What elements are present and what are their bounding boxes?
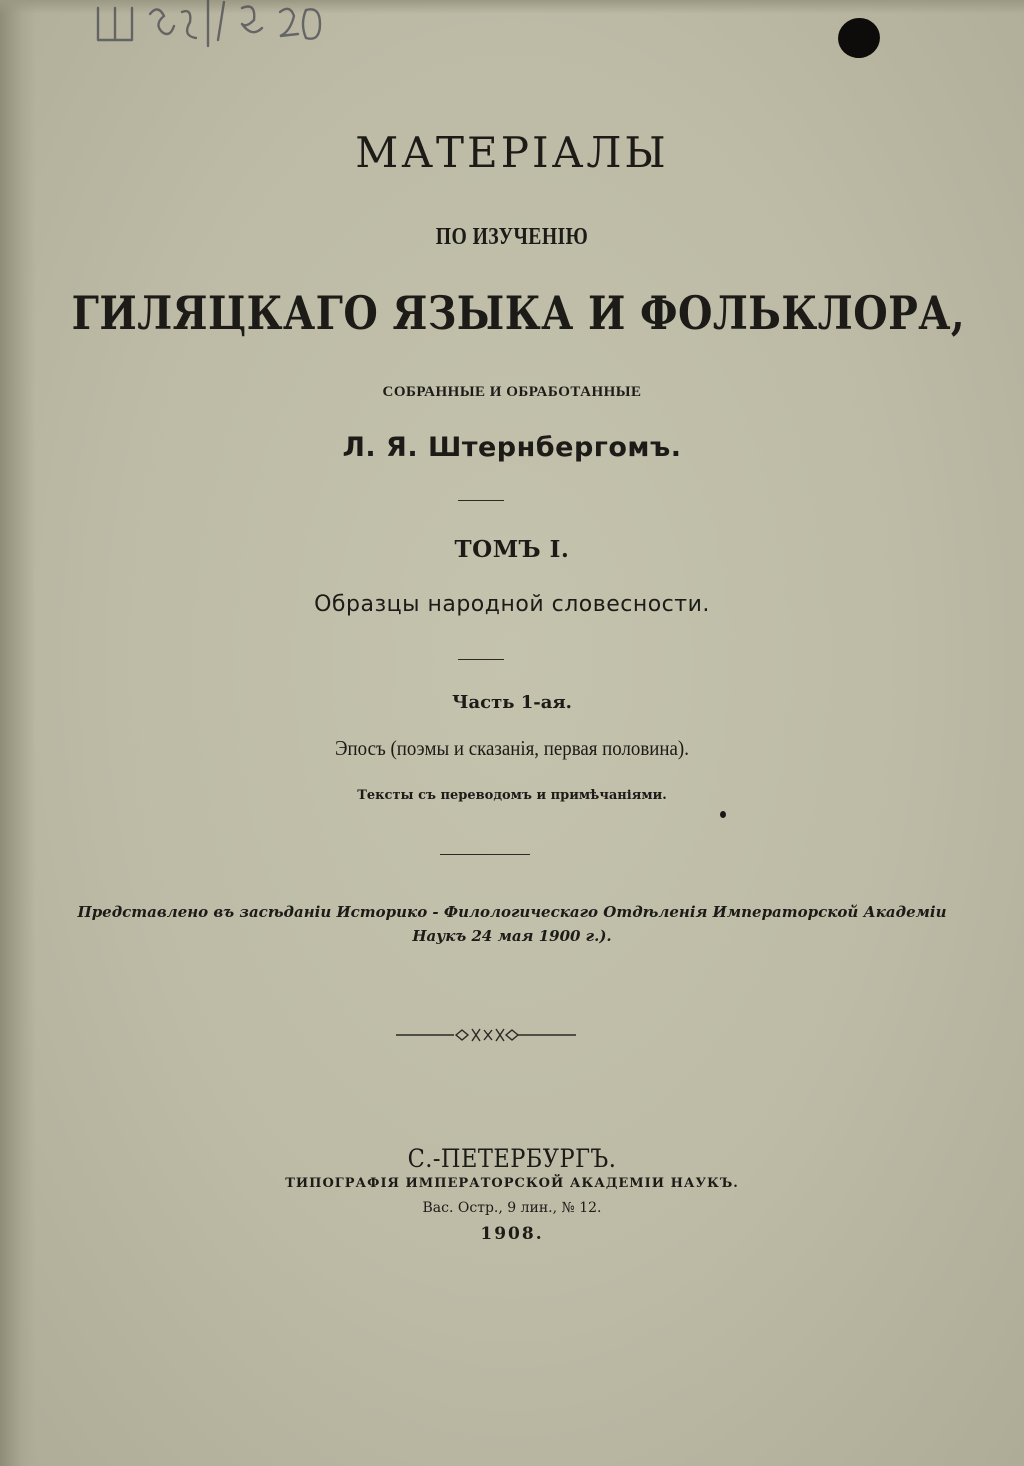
presented-note-line-1: Представлено въ засѣданіи Историко - Филологическаго Отдѣленія Императорской Академіи [77, 903, 947, 921]
presented-note [0, 900, 1024, 948]
imprint-year: 1908. [480, 1224, 544, 1244]
title-large: ГИЛЯЦКАГО ЯЗЫКА И ФОЛЬКЛОРА, [71, 286, 966, 340]
ornament-divider [396, 1025, 576, 1045]
volume-heading: ТОМЪ I. [454, 536, 570, 563]
imprint-city: С.-ПЕТЕРБУРГЪ. [407, 1144, 617, 1173]
presented-note-line-2: Наукъ 24 мая 1900 г.). [412, 927, 612, 945]
collected-by-label: СОБРАННЫЕ И ОБРАБОТАННЫЕ [382, 384, 642, 400]
ink-speck [720, 811, 726, 818]
divider-rule [458, 500, 504, 501]
title-subtitle: ПО ИЗУЧЕНІЮ [435, 224, 589, 250]
author-name: Л. Я. Штернбергомъ. [342, 432, 682, 463]
library-stamp [92, 0, 332, 48]
part-heading: Часть 1-ая. [452, 692, 572, 713]
part-description: Эпосъ (поэмы и сказанія, первая половина). [335, 736, 689, 760]
imprint-address: Вас. Остр., 9 лин., № 12. [422, 1200, 602, 1216]
volume-subtitle: Образцы народной словесности. [314, 592, 710, 617]
imprint-printer: ТИПОГРАФІЯ ИМПЕРАТОРСКОЙ АКАДЕМІИ НАУКЪ. [285, 1176, 739, 1191]
title-main: МАТЕРІАЛЫ [355, 128, 669, 177]
divider-rule [440, 854, 530, 855]
divider-rule [458, 659, 504, 660]
paper-left-edge [0, 0, 36, 1466]
ink-blot [834, 14, 883, 62]
texts-note: Тексты съ переводомъ и примѣчаніями. [357, 788, 667, 803]
